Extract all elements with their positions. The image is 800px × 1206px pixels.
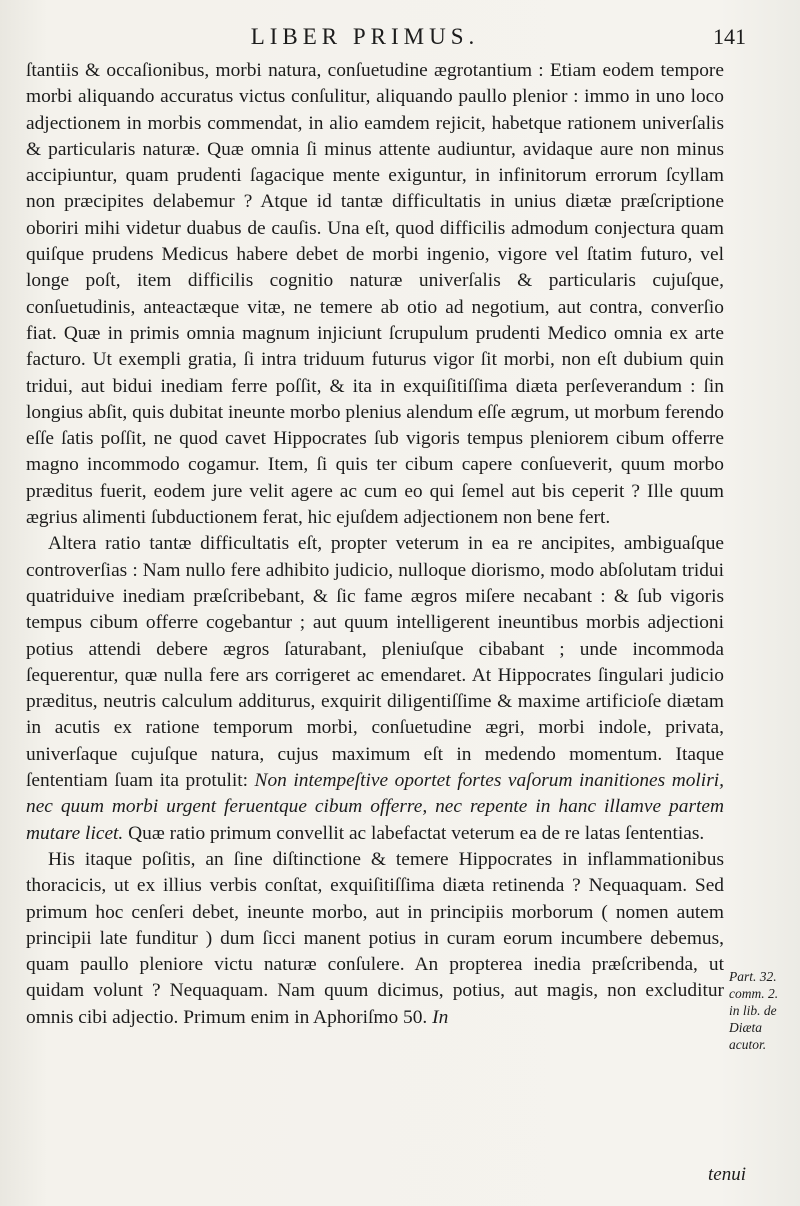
italic-quote: Non intempeſtive oportet fortes vaſorum inanitiones moliri, nec quum morbi urgent feruentque cibum offerre, nec repente in hanc illamve partem mutare licet. (26, 770, 724, 844)
catchword: tenui (708, 1164, 746, 1185)
marginal-note-line: in lib. de (729, 1003, 777, 1018)
paragraph-text: His itaque poſitis, an ſine diſtinctione & temere Hippocrates in inflammationibus thoracicis, ut ex illius verbis conſtat, exquiſitiſſima diæta retinenda ? Nequaquam. Sed primum hoc cenſeri debet, ineunte morbo, aut in principiis morborum ( nomen autem principii late funditur ) dum ſicci manent potius in curam eorum incumbere debemus, quam paullo pleniore victu naturæ conſulere. An propterea inedia præſcribenda, ut quidam volunt ? Nequaquam. Nam quum dicimus, potius, aut magis, non excluditur omnis cibi adjectio. Primum enim in Aphoriſmo 50. (26, 848, 724, 1028)
paragraph-p1 (26, 58, 724, 531)
paragraph-text: Quæ ratio primum convellit ac labefactat veterum ea de re latas ſententias. (123, 822, 705, 844)
marginal-note-line: Diæta (729, 1020, 763, 1035)
marginal-note-line: acutor. (729, 1037, 767, 1052)
paragraph-p2 (26, 531, 724, 847)
paragraph-text: Altera ratio tantæ difficultatis eſt, propter veterum in ea re ancipites, ambiguaſque controverſias : Nam nullo fere adhibito judicio, nulloque diorismo, modo abſolutam tridui quatriduive inediam præſcribebant, & ſic fame ægros miſere necabant : & ſub vigoris tempus cibum offerre cogebantur ; aut quum intelligerent ineuntibus morbis adjectioni potius attendi debere ægros ſaturabant, pleniuſque cibabant ; unde incommoda ſequerentur, quæ nulla fere ars corrigeret ac emendaret. At Hippocrates ſingulari judicio præditus, neutris calculum additurus, exquirit diligentiſſime & maxime artificioſe diætam in acutis ex ratione temporum morbi, conſuetudine ægri, morbi indole, privata, univerſaque cujuſque natura, cujus maximum eſt in medendo momentum. Itaque ſententiam ſuam ita protulit: (26, 533, 724, 792)
running-head (0, 14, 800, 54)
italic-quote: In (432, 1006, 449, 1028)
paragraph-text: ſtantiis & occaſionibus, morbi natura, conſuetudine ægrotantium : Etiam eodem tempore morbi aliquando accuratus victus conſulitur, aliquando paullo plenior : immo in uno loco adjectionem in morbis commendat, in alio eamdem rejicit, habetque rationem univerſalis & particularis naturæ. Quæ omnia ſi minus attente audiuntur, avidaque aure non minus accipiuntur, quam prudenti ſagacique mente exiguntur, in infinitorum errorum ſcyllam non præcipites delabemur ? Atque id tantæ difficultatis in unius diætæ præſcriptione oboriri mihi videtur duabus de cauſis. Una eſt, quod difficilis admodum conjectura quam quiſque prudens Medicus habere debet de morbi ingenio, vigore vel ſtatim futuro, vel longe poſt, item difficilis cognitio naturæ univerſalis & particularis cujuſque, conſuetudinis, anteactæque vitæ, ne temere ab otio ad negotium, aut contra, converſio fiat. Quæ in primis omnia magnum injiciunt ſcrupulum prudenti Medico omnia ex arte facturo. Ut exempli gratia, ſi intra triduum futurus vigor ſit morbi, non eſt dubium quin tridui, aut bidui inediam ferre poſſit, & ita in exquiſitiſſima diæta perſeverandum : ſin longius abſit, quis dubitat ineunte morbo plenius alendum eſſe ægrum, ut morbum ferendo eſſe ſatis poſſit, ne quod cavet Hippocrates ſub vigoris tempus pleniorem cibum offerre magno incommodo cogamur. Item, ſi quis ter cibum capere conſueverit, quum morbo præditus fuerit, eodem jure velit agere ac cum eo qui ſemel aut bis ceperit ? Ille quum ægrius alimenti ſubductionem ferat, hic ejuſdem adjectionem non bene fert. (26, 60, 724, 529)
running-head-title: LIBER PRIMUS. (250, 24, 480, 49)
marginal-note-line: Part. 32. (729, 969, 777, 984)
paragraph-p3 (26, 847, 724, 1031)
marginal-note-line: comm. 2. (729, 986, 779, 1001)
page-number: 141 (713, 24, 746, 49)
body-text (26, 58, 724, 1031)
marginal-note (729, 968, 799, 1053)
